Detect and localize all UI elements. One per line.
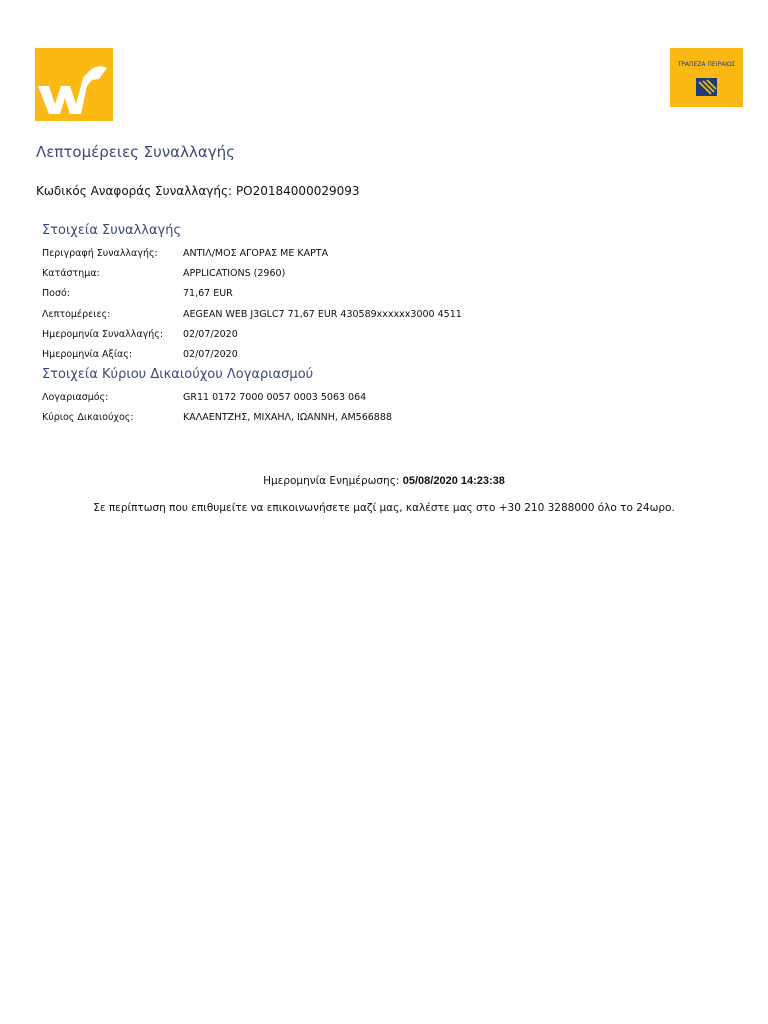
update-value: 05/08/2020 14:23:38 [402, 475, 505, 487]
transaction-section-title: Στοιχεία Συναλλαγής [42, 223, 182, 238]
detail-value: 71,67 EUR [183, 288, 233, 299]
update-timestamp [0, 475, 768, 487]
detail-value: GR11 0172 7000 0057 0003 5063 064 [183, 392, 367, 403]
reference-value: PO20184000029093 [235, 184, 360, 198]
detail-value: 02/07/2020 [183, 349, 238, 360]
detail-value: ΑΝΤΙΛ/ΜΟΣ ΑΓΟΡΑΣ ΜΕ ΚΑΡΤΑ [183, 248, 329, 259]
detail-label: Ημερομηνία Συναλλαγής: [42, 329, 164, 340]
detail-label: Ημερομηνία Αξίας: [42, 349, 133, 360]
contact-info: Σε περίπτωση που επιθυμείτε να επικοινωνήσετε μαζί μας, καλέστε μας στο +30 210 3288000 όλο το 24ωρο. [93, 502, 675, 514]
bank-emblem-icon [696, 78, 717, 96]
w-logo-icon [35, 48, 113, 121]
account-section-title: Στοιχεία Κύριου Δικαιούχου Λογαριασμού [42, 367, 314, 382]
detail-label: Ποσό: [42, 288, 70, 299]
transaction-reference [36, 184, 360, 198]
detail-value: ΚΑΛΑΕΝΤΖΗΣ, ΜΙΧΑΗΛ, ΙΩΑΝΝΗ, ΑΜ566888 [183, 412, 392, 423]
winbank-w-logo [35, 48, 113, 121]
piraeus-bank-logo [670, 48, 743, 107]
detail-label: Λογαριασμός: [42, 392, 109, 403]
page-title: Λεπτομέρειες Συναλλαγής [36, 143, 235, 161]
detail-value: 02/07/2020 [183, 329, 238, 340]
detail-label: Κατάστημα: [42, 268, 100, 279]
detail-label: Λεπτομέρειες: [42, 309, 111, 320]
detail-value: APPLICATIONS (2960) [183, 268, 286, 279]
detail-label: Περιγραφή Συναλλαγής: [42, 248, 158, 259]
detail-value: AEGEAN WEB J3GLC7 71,67 EUR 430589xxxxxx3000 4511 [183, 309, 462, 320]
detail-label: Κύριος Δικαιούχος: [42, 412, 134, 423]
bank-logo-text: ΤΡΑΠΕΖΑ ΠΕΙΡΑΙΩΣ [677, 61, 736, 68]
reference-label: Κωδικός Αναφοράς Συναλλαγής: [36, 184, 233, 198]
update-label: Ημερομηνία Ενημέρωσης: [263, 475, 400, 487]
